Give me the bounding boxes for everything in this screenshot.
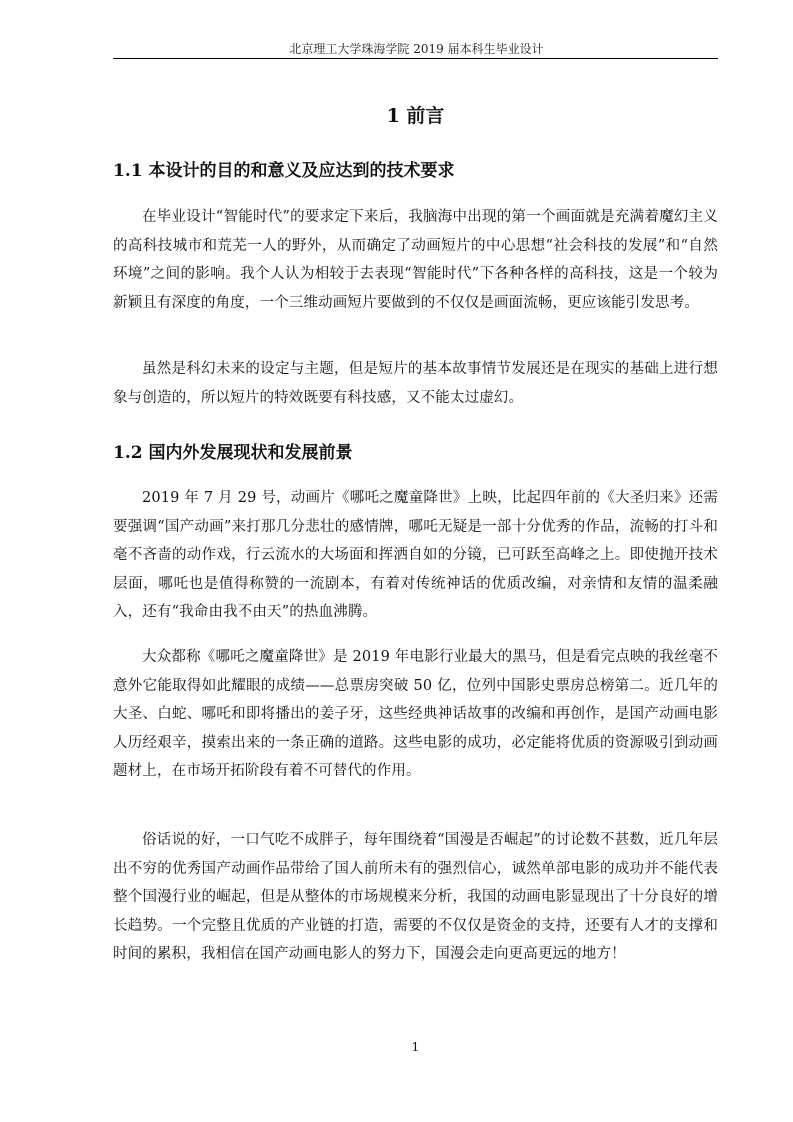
header-rule	[113, 58, 718, 59]
page-header: 北京理工大学珠海学院 2019 届本科生毕业设计	[289, 42, 544, 56]
paragraph: 在毕业设计“智能时代”的要求定下来后，我脑海中出现的第一个画面就是充满着魔幻主义的高科技城市和荒芜一人的野外，从而确定了动画短片的中心思想“社会科技的发展”和“自然环境”之间的影响。我个人认为相较于去表现“智能时代”下各种各样的高科技，这是一个较为新颖且有深度的角度，一个三维动画短片要做到的不仅仅是画面流畅，更应该能引发思考。	[113, 209, 718, 311]
paragraph: 2019 年 7 月 29 号，动画片《哪吒之魔童降世》上映，比起四年前的《大圣归来》还需要强调“国产动画”来打那几分悲壮的感情牌，哪吒无疑是一部十分优秀的作品，流畅的打斗和毫不吝啬的动作戏，行云流水的大场面和挥洒自如的分镜，已可跃至高峰之上。即使抛开技术层面，哪吒也是值得称赞的一流剧本，有着对传统神话的优质改编，对亲情和友情的温柔融入，还有“我命由我不由天”的热血沸腾。	[113, 490, 718, 621]
paragraph: 俗话说的好，一口气吃不成胖子，每年围绕着“国漫是否崛起”的讨论数不甚数，近几年层出不穷的优秀国产动画作品带给了国人前所未有的强烈信心，诚然单部电影的成功并不能代表整个国漫行业的崛起，但是从整体的市场规模来分析，我国的动画电影显现出了十分良好的增长趋势。一个完整且优质的产业链的打造，需要的不仅仅是资金的支持，还要有人才的支撑和时间的累积，我相信在国产动画电影人的努力下，国漫会走向更高更远的地方！	[113, 832, 718, 963]
section-title-1-2: 1.2 国内外发展现状和发展前景	[113, 443, 353, 463]
section-title-1-1: 1.1 本设计的目的和意义及应达到的技术要求	[113, 161, 455, 181]
paragraph: 大众都称《哪吒之魔童降世》是 2019 年电影行业最大的黑马，但是看完点映的我丝毫不意外它能取得如此耀眼的成绩——总票房突破 50 亿，位列中国影史票房总榜第二。近几年的大圣、白蛇、哪吒和即将播出的姜子牙，这些经典神话故事的改编和再创作，是国产动画电影人历经艰辛，摸索出来的一条正确的道路。这些电影的成功，必定能将优质的资源吸引到动画题材上，在市场开拓阶段有着不可替代的作用。	[113, 649, 718, 780]
paragraph: 虽然是科幻未来的设定与主题，但是短片的基本故事情节发展还是在现实的基础上进行想象与创造的，所以短片的特效既要有科技感，又不能太过虚幻。	[113, 361, 718, 406]
page-number: 1	[411, 1040, 420, 1054]
chapter-title: 1 前言	[386, 105, 445, 127]
